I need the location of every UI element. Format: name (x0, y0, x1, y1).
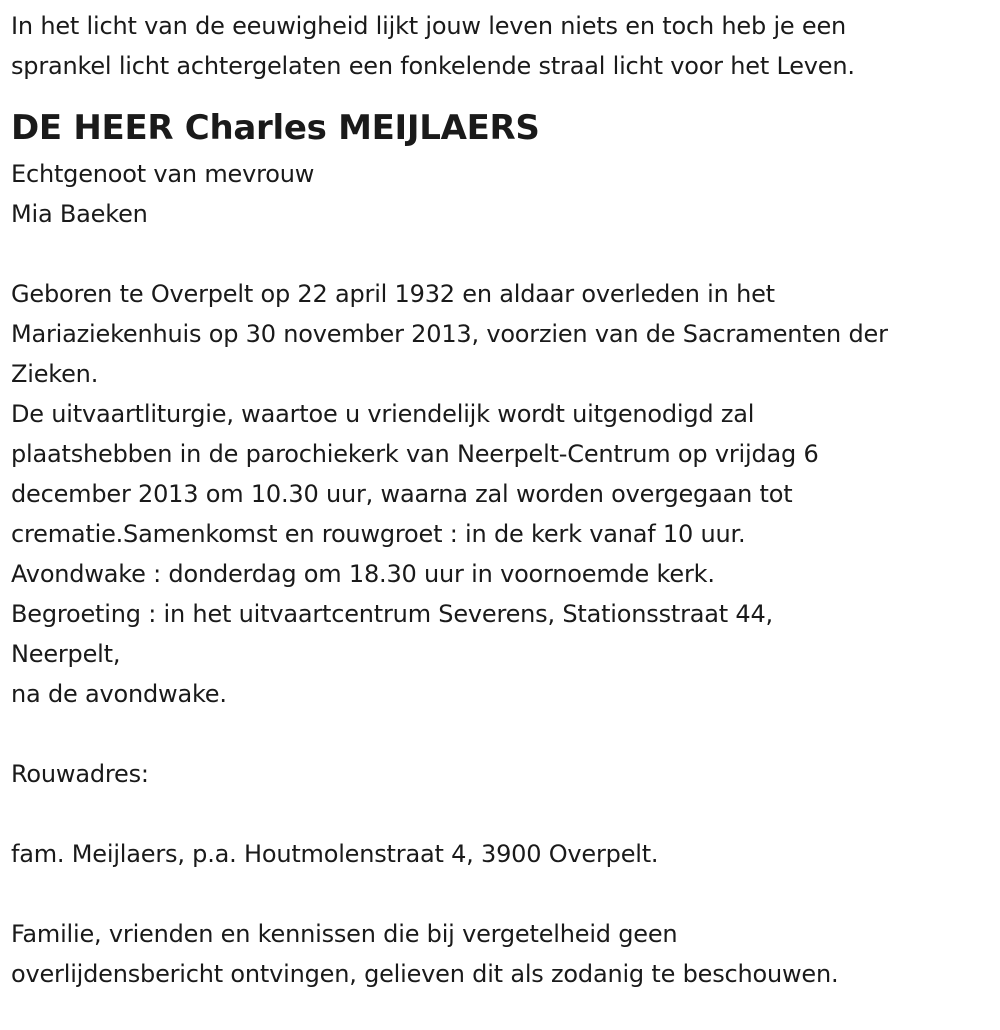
body-line: Neerpelt, (11, 640, 121, 668)
closing-line: overlijdensbericht ontvingen, gelieven dit als zodanig te beschouwen. (11, 960, 839, 988)
deceased-name: DE HEER Charles MEIJLAERS (11, 108, 540, 148)
body-line: Begroeting : in het uitvaartcentrum Severens, Stationsstraat 44, (11, 600, 773, 628)
spouse-info (11, 154, 1000, 234)
body-line: Geboren te Overpelt op 22 april 1932 en aldaar overleden in het (11, 280, 775, 308)
body-line: crematie.Samenkomst en rouwgroet : in de kerk vanaf 10 uur. (11, 520, 746, 548)
spacer (11, 234, 1000, 274)
spouse-name: Mia Baeken (11, 200, 148, 228)
body-line: Avondwake : donderdag om 18.30 uur in voornoemde kerk. (11, 560, 715, 588)
spacer (11, 714, 1000, 754)
rouwadres-address: fam. Meijlaers, p.a. Houtmolenstraat 4, 3900 Overpelt. (11, 840, 659, 868)
rouwadres-label: Rouwadres: (11, 760, 149, 788)
spacer (11, 794, 1000, 834)
closing-note (11, 914, 1000, 994)
body-line: De uitvaartliturgie, waartoe u vriendelijk wordt uitgenodigd zal (11, 400, 755, 428)
body-line: Mariaziekenhuis op 30 november 2013, voorzien van de Sacramenten der (11, 320, 888, 348)
announcement-body (11, 274, 1000, 714)
spouse-line: Echtgenoot van mevrouw (11, 160, 315, 188)
body-line: na de avondwake. (11, 680, 227, 708)
intro-line: sprankel licht achtergelaten een fonkelende straal licht voor het Leven. (11, 52, 855, 80)
intro-quote (11, 6, 1000, 86)
body-line: december 2013 om 10.30 uur, waarna zal worden overgegaan tot (11, 480, 793, 508)
closing-line: Familie, vrienden en kennissen die bij vergetelheid geen (11, 920, 678, 948)
spacer (11, 874, 1000, 914)
body-line: Zieken. (11, 360, 99, 388)
body-line: plaatshebben in de parochiekerk van Neerpelt-Centrum op vrijdag 6 (11, 440, 819, 468)
intro-line: In het licht van de eeuwigheid lijkt jouw leven niets en toch heb je een (11, 12, 847, 40)
